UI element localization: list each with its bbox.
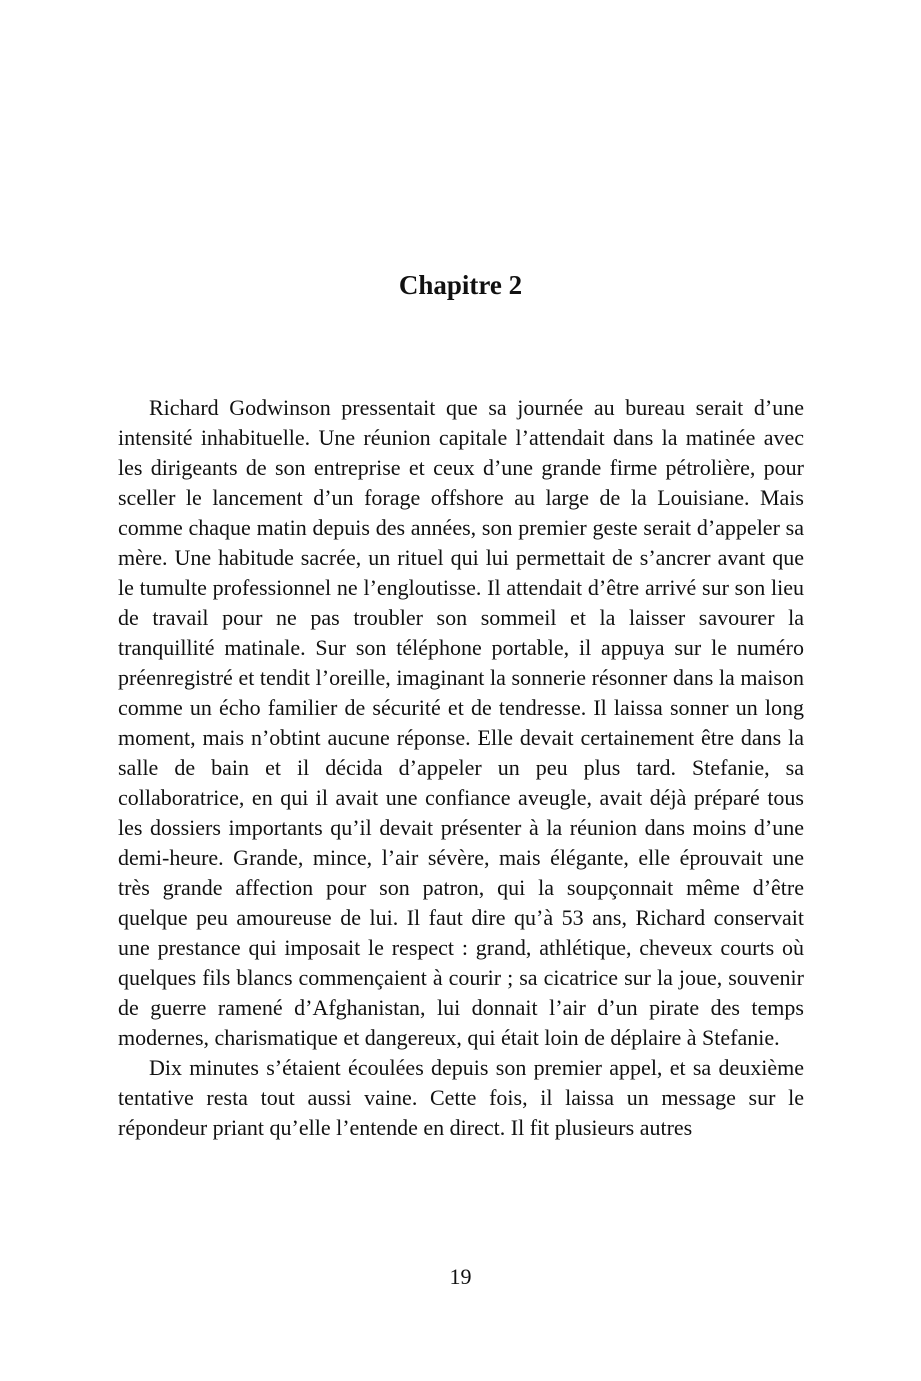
- paragraph: Dix minutes s’étaient écoulées depuis son premier appel, et sa deuxième tentative resta tout aussi vaine. Cette fois, il laissa un message sur le répondeur priant qu’elle l’entende en direct. Il fit plusieurs autres: [118, 1055, 804, 1140]
- paragraph: Richard Godwinson pressentait que sa journée au bureau serait d’une intensité inhabituelle. Une réunion capitale l’attendait dans la matinée avec les dirigeants de son entreprise et ceux d’une grande firme pétrolière, pour sceller le lancement d’un forage offshore au large de la Louisiane. Mais comme chaque matin depuis des années, son premier geste serait d’appeler sa mère. Une habitude sacrée, un rituel qui lui permettait de s’ancrer avant que le tumulte professionnel ne l’engloutisse. Il attendait d’être arrivé sur son lieu de travail pour ne pas troubler son sommeil et la laisser savourer la tranquillité matinale. Sur son téléphone portable, il appuya sur le numéro préenregistré et tendit l’oreille, imaginant la sonnerie résonner dans la maison comme un écho familier de sécurité et de tendresse. Il laissa sonner un long moment, mais n’obtint aucune réponse. Elle devait certainement être dans la salle de bain et il décida d’appeler un peu plus tard. Stefanie, sa collaboratrice, en qui il avait une confiance aveugle, avait déjà préparé tous les dossiers importants qu’il devait présenter à la réunion dans moins d’une demi-heure. Grande, mince, l’air sévère, mais élégante, elle éprouvait une très grande affection pour son patron, qui la soupçonnait même d’être quelque peu amoureuse de lui. Il faut dire qu’à 53 ans, Richard conservait une prestance qui imposait le respect : grand, athlétique, cheveux courts où quelques fils blancs commençaient à courir ; sa cicatrice sur la joue, souvenir de guerre ramené d’Afghanistan, lui donnait l’air d’un pirate des temps modernes, charismatique et dangereux, qui était loin de déplaire à Stefanie.: [118, 395, 804, 1050]
- chapter-body: [118, 393, 804, 1143]
- chapter-title: Chapitre 2: [398, 270, 523, 300]
- page-number: 19: [449, 1264, 472, 1289]
